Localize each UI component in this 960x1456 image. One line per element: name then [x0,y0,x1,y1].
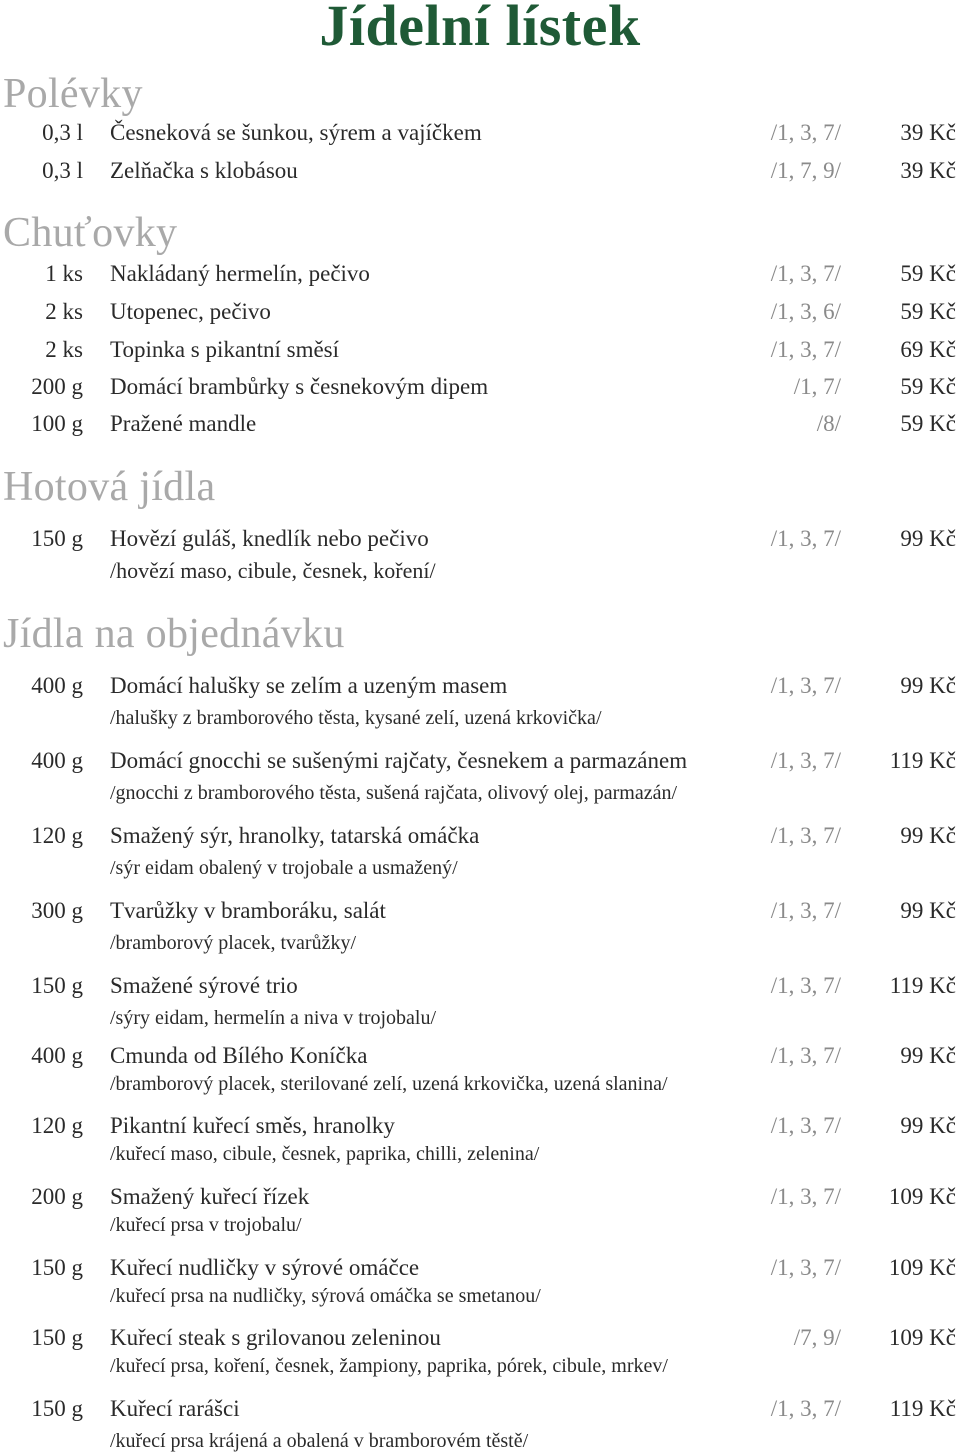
item-name: Utopenec, pečivo [110,299,271,324]
item-quantity: 0,3 l [42,158,83,183]
item-price: 119 Kč [889,748,956,773]
menu-item [0,896,960,926]
item-quantity: 300 g [31,898,83,923]
item-quantity: 150 g [31,973,83,998]
item-description: /bramborový placek, tvarůžky/ [110,932,357,954]
item-allergens: /1, 7, 9/ [770,158,841,183]
section-heading: Chuťovky [3,210,178,256]
item-price: 109 Kč [888,1184,956,1209]
item-name: Cmunda od Bílého Koníčka [110,1043,368,1068]
item-name: Kuřecí steak s grilovanou zeleninou [110,1325,441,1350]
menu-item [0,1182,960,1212]
item-name: Pražené mandle [110,411,257,436]
item-description: /kuřecí prsa krájená a obalená v bramborovém těstě/ [110,1430,529,1452]
item-name: Domácí brambůrky s česnekovým dipem [110,374,489,399]
item-name: Topinka s pikantní směsí [110,337,340,362]
item-price: 99 Kč [900,898,956,923]
item-description: /gnocchi z bramborového těsta, sušená rajčata, olivový olej, parmazán/ [110,782,678,804]
item-name: Smažené sýrové trio [110,973,298,998]
item-price: 69 Kč [900,337,956,362]
item-allergens: /1, 3, 7/ [770,823,841,848]
item-name: Tvarůžky v bramboráku, salát [110,898,386,923]
menu-item [0,409,960,439]
item-description: /bramborový placek, sterilované zelí, uzená krkovička, uzená slanina/ [110,1073,668,1095]
item-price: 99 Kč [900,823,956,848]
item-price: 119 Kč [889,973,956,998]
item-allergens: /1, 3, 7/ [770,1043,841,1068]
item-allergens: /1, 3, 7/ [770,1113,841,1138]
item-quantity: 120 g [31,823,83,848]
item-allergens: /1, 3, 7/ [770,261,841,286]
item-allergens: /1, 3, 7/ [770,337,841,362]
section-heading: Jídla na objednávku [3,611,345,657]
item-quantity: 400 g [31,748,83,773]
item-price: 99 Kč [900,1043,956,1068]
item-name: Domácí halušky se zelím a uzeným masem [110,673,508,698]
item-quantity: 400 g [31,673,83,698]
item-name: Hovězí guláš, knedlík nebo pečivo [110,526,429,551]
item-name: Zelňačka s klobásou [110,158,298,183]
item-quantity: 100 g [31,411,83,436]
item-price: 119 Kč [889,1396,956,1421]
menu-item [0,971,960,1001]
menu-item [0,1394,960,1424]
menu-item [0,524,960,554]
item-name: Pikantní kuřecí směs, hranolky [110,1113,395,1138]
item-description: /kuřecí maso, cibule, česnek, paprika, chilli, zelenina/ [110,1143,540,1165]
section-heading: Polévky [3,71,143,117]
menu-item [0,297,960,327]
item-price: 59 Kč [900,261,956,286]
menu-title: Jídelní lístek [319,0,641,58]
item-allergens: /8/ [816,411,841,436]
item-price: 59 Kč [900,374,956,399]
menu-item [0,1111,960,1141]
item-description: /sýr eidam obalený v trojobale a usmažený/ [110,857,458,879]
item-price: 39 Kč [900,120,956,145]
item-price: 99 Kč [900,1113,956,1138]
item-quantity: 150 g [31,1255,83,1280]
item-quantity: 200 g [31,374,83,399]
item-price: 99 Kč [900,526,956,551]
menu-item [0,821,960,851]
item-allergens: /1, 3, 6/ [770,299,841,324]
item-description: /kuřecí prsa na nudličky, sýrová omáčka se smetanou/ [110,1285,541,1307]
item-quantity: 150 g [31,1325,83,1350]
item-allergens: /1, 3, 7/ [770,673,841,698]
menu-item [0,1041,960,1071]
item-allergens: /1, 3, 7/ [770,1184,841,1209]
item-description: /kuřecí prsa, koření, česnek, žampiony, paprika, pórek, cibule, mrkev/ [110,1355,668,1377]
item-name: Kuřecí rarášci [110,1396,240,1421]
item-quantity: 400 g [31,1043,83,1068]
item-quantity: 2 ks [45,337,83,362]
menu-item [0,118,960,148]
menu-item [0,156,960,186]
item-description: /sýry eidam, hermelín a niva v trojobalu/ [110,1007,437,1029]
item-quantity: 150 g [31,1396,83,1421]
item-quantity: 0,3 l [42,120,83,145]
menu-item [0,671,960,701]
item-allergens: /1, 3, 7/ [770,1255,841,1280]
item-name: Domácí gnocchi se sušenými rajčaty, česnekem a parmazánem [110,748,688,773]
item-allergens: /1, 3, 7/ [770,973,841,998]
item-description: /hovězí maso, cibule, česnek, koření/ [110,558,436,583]
item-description: /kuřecí prsa v trojobalu/ [110,1214,302,1236]
item-price: 59 Kč [900,411,956,436]
menu-item [0,1323,960,1353]
item-price: 109 Kč [888,1325,956,1350]
menu-item [0,746,960,776]
item-name: Nakládaný hermelín, pečivo [110,261,370,286]
item-allergens: /1, 7/ [793,374,841,399]
item-quantity: 200 g [31,1184,83,1209]
section-heading: Hotová jídla [3,464,216,510]
item-name: Smažený sýr, hranolky, tatarská omáčka [110,823,480,848]
item-allergens: /1, 3, 7/ [770,748,841,773]
menu-item [0,1253,960,1283]
item-quantity: 1 ks [45,261,83,286]
item-allergens: /1, 3, 7/ [770,120,841,145]
item-quantity: 150 g [31,526,83,551]
item-name: Smažený kuřecí řízek [110,1184,310,1209]
item-description: /halušky z bramborového těsta, kysané zelí, uzená krkovička/ [110,707,602,729]
item-name: Kuřecí nudličky v sýrové omáčce [110,1255,420,1280]
item-name: Česneková se šunkou, sýrem a vajíčkem [110,120,482,145]
item-quantity: 2 ks [45,299,83,324]
item-price: 39 Kč [900,158,956,183]
item-allergens: /1, 3, 7/ [770,1396,841,1421]
item-allergens: /7, 9/ [793,1325,841,1350]
item-price: 99 Kč [900,673,956,698]
menu-item [0,259,960,289]
menu-item [0,372,960,402]
item-allergens: /1, 3, 7/ [770,526,841,551]
menu-item [0,335,960,365]
item-price: 109 Kč [888,1255,956,1280]
item-price: 59 Kč [900,299,956,324]
item-allergens: /1, 3, 7/ [770,898,841,923]
item-quantity: 120 g [31,1113,83,1138]
